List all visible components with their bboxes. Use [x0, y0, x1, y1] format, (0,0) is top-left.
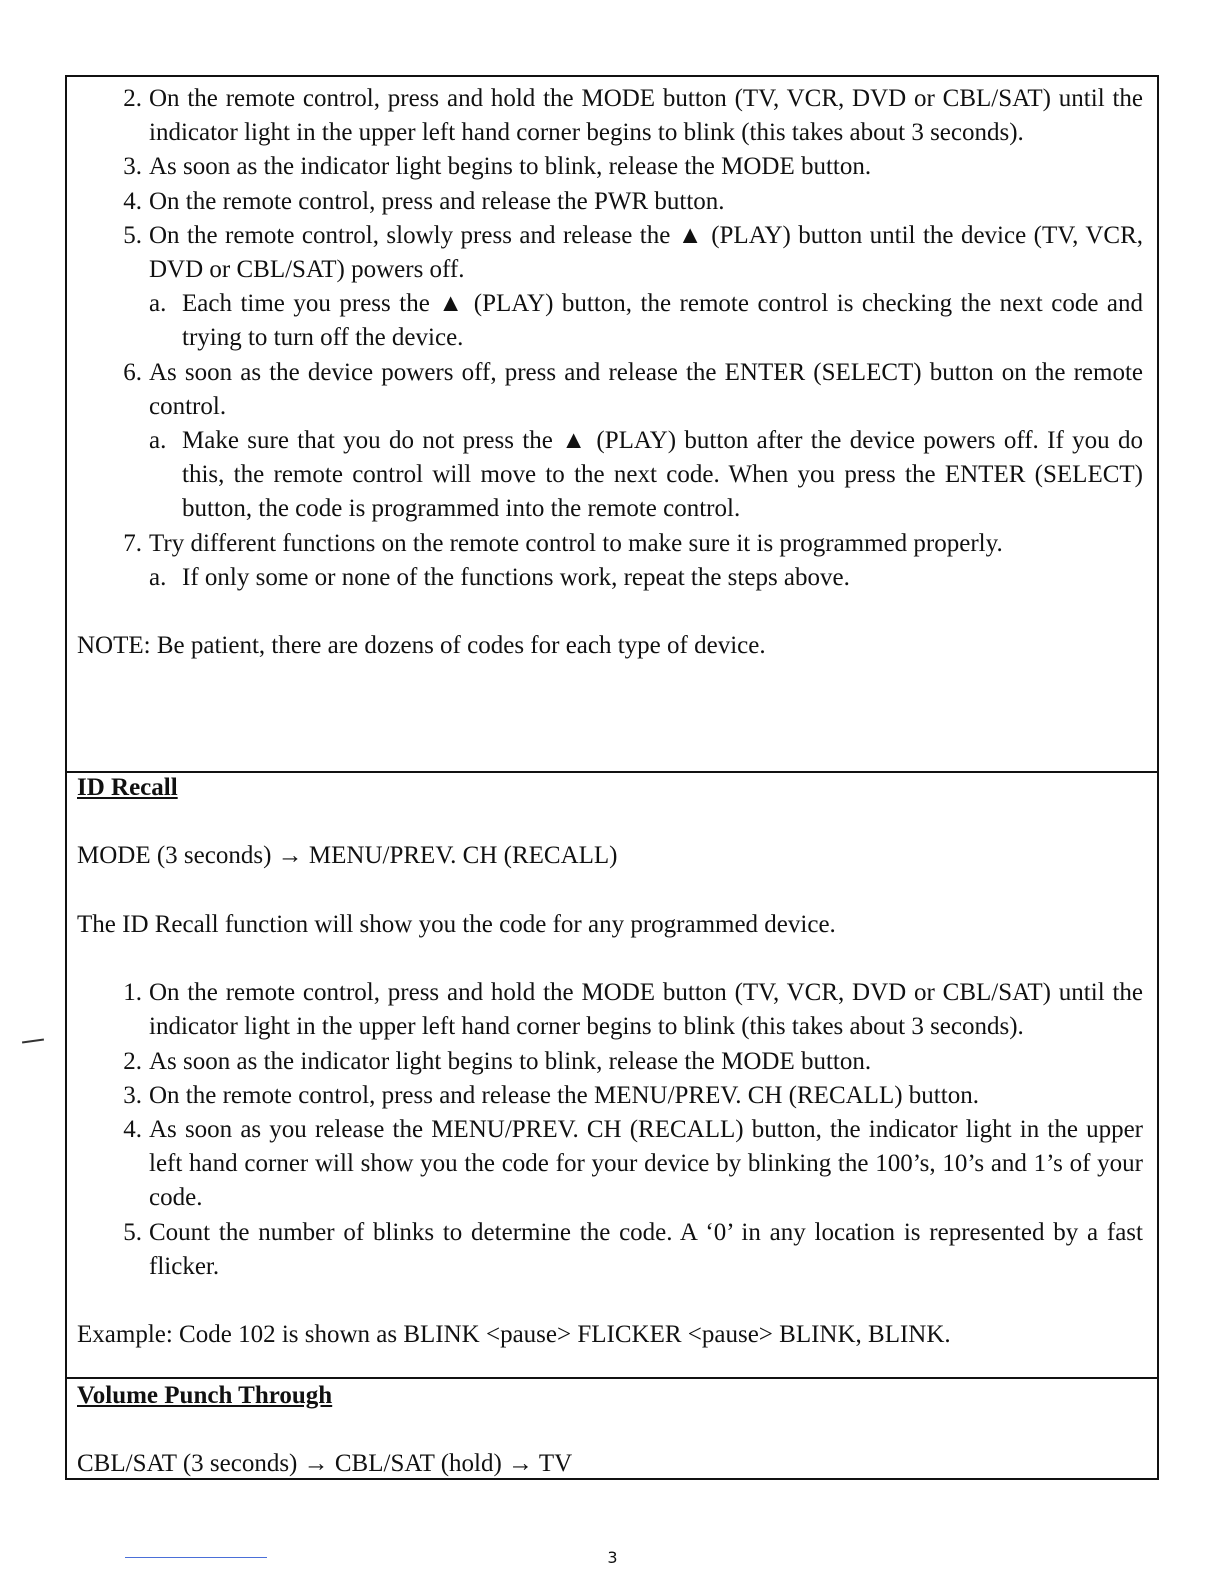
- list-item: [123, 150, 1143, 184]
- key-sequence: MODE (3 seconds) → MENU/PREV. CH (RECALL): [77, 842, 618, 870]
- item-number: a.: [149, 290, 167, 318]
- page-number: 3: [607, 1548, 618, 1567]
- sub-list-item: [149, 287, 1143, 355]
- item-number: 2.: [123, 85, 142, 112]
- item-text: Make sure that you do not press the ▲ (PLAY) button after the device powers off. If you do this, the remote control will move to the next code. When you press the ENTER (SELECT) button, the code is programmed into the remote control.: [182, 427, 1143, 523]
- list-item: [123, 185, 1143, 219]
- item-number: a.: [149, 427, 167, 455]
- item-text: As soon as the device powers off, press and release the ENTER (SELECT) button on the remote control.: [149, 358, 1143, 420]
- item-text: On the remote control, press and release the PWR button.: [149, 187, 725, 215]
- item-text: If only some or none of the functions work, repeat the steps above.: [182, 563, 850, 591]
- item-number: 7.: [123, 529, 142, 557]
- list-item: [123, 1079, 1143, 1113]
- list-item: [123, 1216, 1143, 1284]
- list-item: [123, 219, 1143, 287]
- volume-punch-through-section: [65, 1379, 1159, 1480]
- section-heading: ID Recall: [77, 774, 178, 801]
- margin-mark: [22, 1038, 44, 1043]
- item-number: 1.: [123, 979, 142, 1007]
- example-text: Example: Code 102 is shown as BLINK <pause> FLICKER <pause> BLINK, BLINK.: [77, 1321, 951, 1349]
- section-heading: Volume Punch Through: [77, 1382, 333, 1409]
- item-number: 5.: [123, 221, 142, 249]
- list-item: [123, 82, 1143, 150]
- item-number: 6.: [123, 358, 142, 386]
- list-item: [123, 1045, 1143, 1079]
- item-text: As soon as the indicator light begins to blink, release the MODE button.: [149, 1047, 872, 1075]
- item-text: Count the number of blinks to determine the code. A ‘0’ in any location is represented by a fast flicker.: [149, 1218, 1143, 1280]
- item-text: On the remote control, press and release the MENU/PREV. CH (RECALL) button.: [149, 1081, 979, 1109]
- intro-text: The ID Recall function will show you the code for any programmed device.: [77, 910, 836, 938]
- list-item: [123, 527, 1143, 561]
- item-number: 4.: [123, 187, 142, 215]
- item-text: Try different functions on the remote control to make sure it is programmed properly.: [149, 529, 1003, 557]
- divider-line: [125, 1557, 267, 1558]
- note-text: NOTE: Be patient, there are dozens of codes for each type of device.: [77, 632, 766, 660]
- programming-steps-section: [65, 75, 1159, 773]
- item-number: a.: [149, 563, 167, 591]
- sub-list-item: [149, 561, 1143, 595]
- item-number: 4.: [123, 1115, 142, 1143]
- item-number: 3.: [123, 1081, 142, 1109]
- item-text: As soon as you release the MENU/PREV. CH (RECALL) button, the indicator light in the upper left hand corner will show you the code for your device by blinking the 100’s, 10’s and 1’s of your code.: [149, 1115, 1143, 1212]
- key-sequence: CBL/SAT (3 seconds) → CBL/SAT (hold) → TV: [77, 1450, 573, 1478]
- item-number: 5.: [123, 1218, 142, 1246]
- list-item: [123, 976, 1143, 1044]
- item-text: On the remote control, press and hold the MODE button (TV, VCR, DVD or CBL/SAT) until the indicator light in the upper left hand corner begins to blink (this takes about 3 seconds).: [149, 979, 1143, 1041]
- sub-list-item: [149, 424, 1143, 527]
- item-text: On the remote control, slowly press and release the ▲ (PLAY) button until the device (TV, VCR, DVD or CBL/SAT) powers off.: [149, 221, 1143, 284]
- item-text: On the remote control, press and hold the MODE button (TV, VCR, DVD or CBL/SAT) until the indicator light in the upper left hand corner begins to blink (this takes about 3 seconds).: [149, 85, 1143, 147]
- list-item: [123, 356, 1143, 424]
- item-text: Each time you press the ▲ (PLAY) button, the remote control is checking the next code and trying to turn off the device.: [182, 290, 1143, 352]
- item-number: 2.: [123, 1047, 142, 1075]
- list-item: [123, 1113, 1143, 1216]
- item-number: 3.: [123, 153, 142, 181]
- item-text: As soon as the indicator light begins to blink, release the MODE button.: [149, 153, 872, 181]
- id-recall-section: [65, 771, 1159, 1379]
